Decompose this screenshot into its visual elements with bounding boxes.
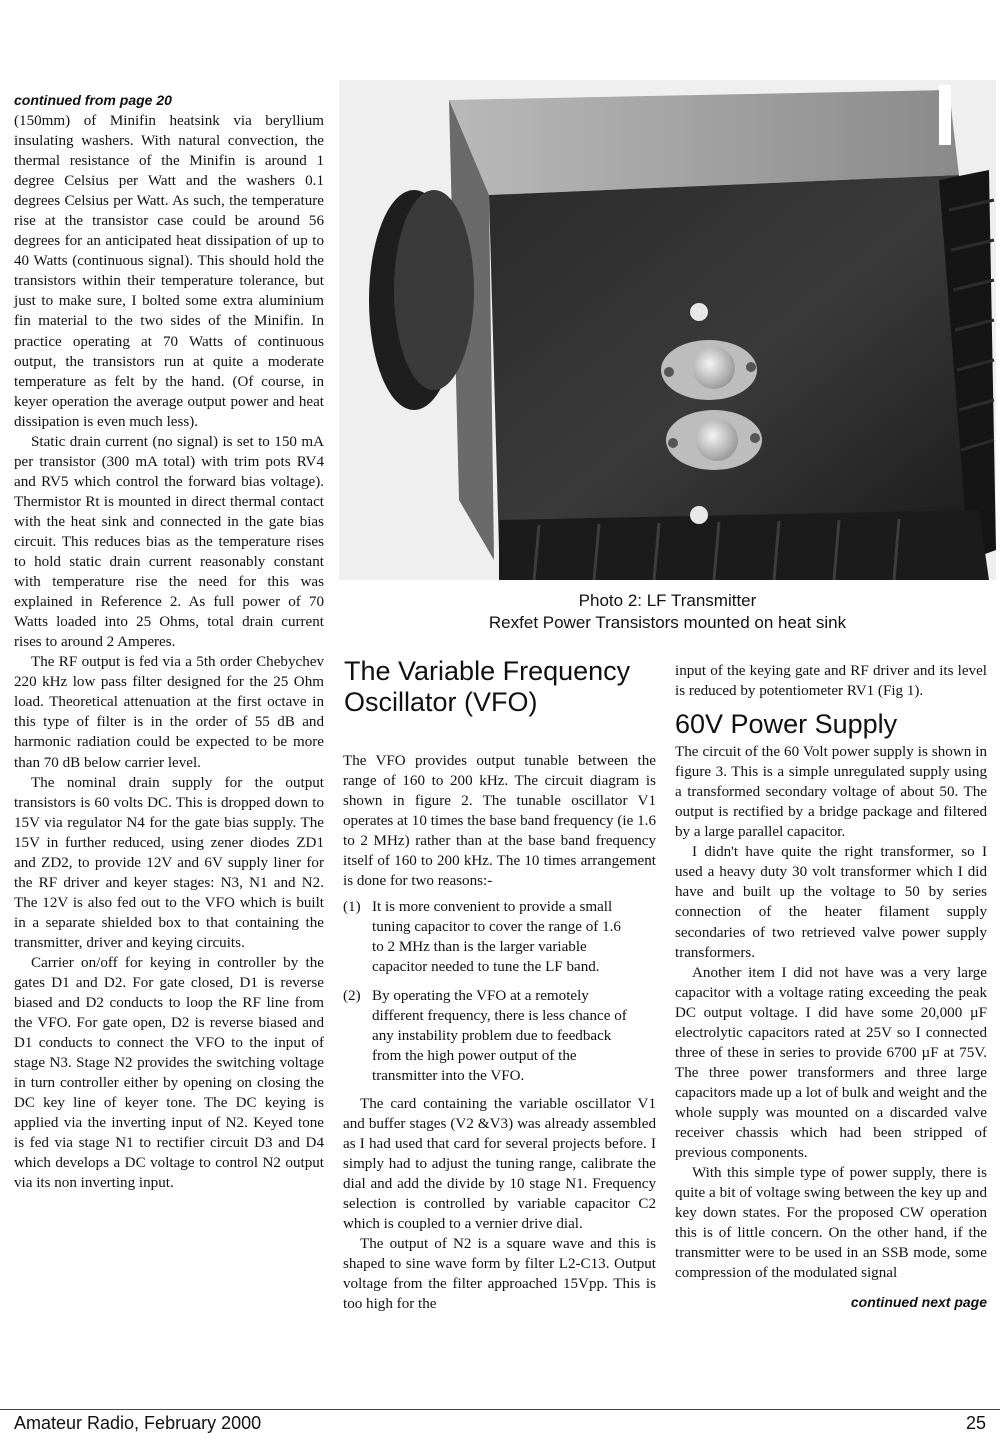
list-number: (2) [343, 987, 361, 1004]
transmitter-photo-image [339, 80, 996, 580]
paragraph: With this simple type of power supply, there is quite a bit of voltage swing between the key up and key down states. For the proposed CW operation this is of little concern. On the other hand, if the transmitter were to be used in an SSB mode, some compression of the modulated signal [675, 1165, 987, 1282]
list-number: (1) [343, 899, 361, 916]
middle-column [343, 751, 656, 1314]
reasons-list [343, 897, 656, 1085]
power-supply-heading: 60V Power Supply [675, 709, 898, 740]
paragraph: The VFO provides output tunable between the range of 160 to 200 kHz. The circuit diagram is shown in figure 2. The tunable oscillator V1 operates at 10 times the base band frequency (ie 1.6 to 2 MHz) rather than at the base band frequency itself of 160 to 200 kHz. The 10 times arrangement is done for two reasons:- [343, 753, 656, 890]
footer-page-number: 25 [965, 1413, 986, 1433]
list-text: It is more convenient to provide a small tuning capacitor to cover the range of 1.6 to 2 MHz than is the larger variable capacitor needed to tune the LF band. [372, 899, 621, 976]
paragraph: The circuit of the 60 Volt power supply is shown in figure 3. This is a simple unregulated supply using a transformed secondary voltage of about 50. The output is rectified by a bridge package and filtered by a large parallel capacitor. [675, 744, 987, 841]
paragraph: The nominal drain supply for the output transistors is 60 volts DC. This is dropped down to 15V via regulator N4 for the gate bias supply. The 15V in further reduced, using zener diodes ZD1 and ZD2, to provide 12V and 6V supply liner for the RF driver and keyer stages: N3, N1 and N2. The 12V is also fed out to the VFO which is built in a separate shielded box to that containing the transmitter, driver and keying circuits. [14, 774, 324, 951]
paragraph: input of the keying gate and RF driver and its level is reduced by potentiometer RV1 (Fig 1). [675, 663, 987, 700]
photo-caption [339, 590, 996, 634]
paragraph: I didn't have quite the right transformer, so I used a heavy duty 30 volt transformer which I did have and built up the voltage to 50 by series connection of the heater filament supply secondaries of two retrieved valve power supply transformers. [675, 844, 987, 961]
paragraph: Static drain current (no signal) is set to 150 mA per transistor (300 mA total) with trim pots RV4 and RV5 which control the forward bias voltage). Thermistor Rt is mounted in direct thermal contact with the heat sink and connected in the gate bias circuit. This reduces bias as the temperature rises to hold static drain current reasonably constant with temperature rise the need for this was explained in Reference 2. As full power of 70 Watts loaded into 25 Ohms, total drain current rises to around 2 Amperes. [14, 433, 324, 651]
paragraph: (150mm) of Minifin heatsink via beryllium insulating washers. With natural convection, the thermal resistance of the Minifin is around 1 degree Celsius per Watt and the washers 0.1 degrees Celsius per Watt. As such, the temperature rise at the transistor case could be around 56 degrees for an anticipated heat dissipation of up to 40 Watts (continuous signal). This should hold the transistors within their temperature tolerance, but just to make sure, I bolted some extra aluminium fin material to the two sides of the Minifin. In practice operating at 70 Watts of continuous output, the transistors run at quite a moderate temperature as felt by the hand. (Of course, in keyer operation the average output power and heat dissipation is even much less). [14, 113, 324, 430]
continued-next-label: continued next page [850, 1294, 987, 1311]
photo-caption-line: Rexfet Power Transistors mounted on heat sink [488, 613, 847, 632]
left-column [14, 111, 324, 1194]
paragraph: Another item I did not have was a very large capacitor with a voltage rating exceeding the peak DC output voltage. I did have some 20,000 µF electrolytic capacitors rated at 25V so I connected three of these in series to provide 6700 µF at 75V. The three power transformers and three large capacitors made up a lot of bulk and weight and the whole supply was mounted on a discarded valve receiver chassis which had been stripped of previous components. [675, 964, 987, 1162]
paragraph: The RF output is fed via a 5th order Chebychev 220 kHz low pass filter designed for the 25 Ohm load. Theoretical attenuation at the first octave in this type of filter is in the order of 55 dB and harmonic radiation could be expected to be more than 70 dB below carrier level. [14, 654, 324, 771]
right-column [675, 661, 987, 1312]
photo-caption-line: Photo 2: LF Transmitter [578, 591, 757, 610]
paragraph: The output of N2 is a square wave and this is shaped to sine wave form by filter L2-C13. Output voltage from the filter approached 15Vpp. This is too high for the [343, 1236, 656, 1313]
list-text: By operating the VFO at a remotely different frequency, there is less chance of any instability problem due to feedback from the high power output of the transmitter into the VFO. [372, 987, 627, 1084]
vfo-heading: The Variable Frequency Oscillator (VFO) [344, 656, 631, 717]
paragraph: Carrier on/off for keying in controller by the gates D1 and D2. For gate closed, D1 is reverse biased and D2 conducts to loop the RF line from the VFO. For gate open, D2 is reverse biased and D1 conducts to connect the VFO to the input of stage N3. Stage N2 provides the switching voltage in turn controller either by opening on closing the DC key line of keyer tone. The DC keying is applied via the inverting input of N2. Keyed tone is fed via stage N1 to rectifier circuit D3 and D4 which develops a DC voltage to control N2 output via its non inverting input. [14, 954, 324, 1192]
footer-publication: Amateur Radio, February 2000 [14, 1413, 262, 1433]
list-item [343, 897, 656, 977]
transmitter-photo [339, 80, 996, 580]
paragraph: The card containing the variable oscillator V1 and buffer stages (V2 &V3) was already assembled as I had used that card for several projects before. I simply had to adjust the tuning range, calibrate the dial and add the divide by 10 stage N1. Frequency selection is controlled by variable capacitor C2 which is coupled to a vernier drive dial. [343, 1095, 656, 1233]
footer-rule [0, 1409, 1000, 1410]
list-item [343, 986, 656, 1086]
continued-from-label: continued from page 20 [14, 92, 172, 108]
